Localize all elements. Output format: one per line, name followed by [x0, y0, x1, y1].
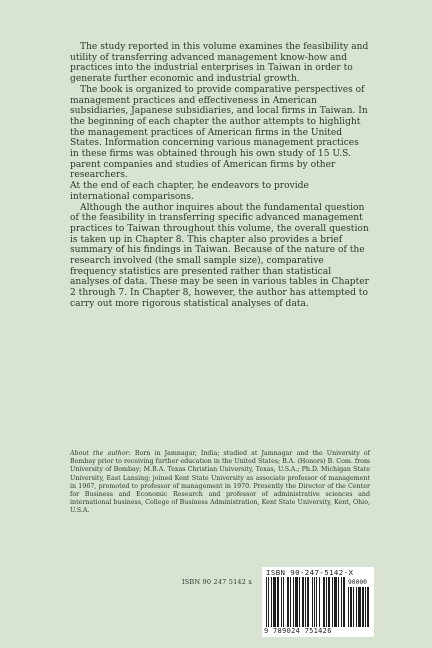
blurb-paragraph-3: At the end of each chapter, he endeavors to provide international comparisons. — [70, 181, 309, 202]
about-author-lead: About the author: — [70, 450, 131, 457]
barcode-addon-icon — [348, 587, 370, 627]
about-author-text: Born in Jamnagar, India; studied at Jamnagar and the University of Bombay prior to receiving further education in the United States; B.A. (Honors) B. Com. from University of Bombay; M.B.A. Texas Christian University, Texas, U.S.A.; Ph.D. Michigan State University, East Lansing; joined Kent State University as associate professor of management in 1967, promoted to professor of management in 1970. Presently the Director of the Center for Business and Economic Research and professor of administrative sciences and international business, College of Business Administration, Kent State University, Kent, Ohio, U.S.A. — [70, 450, 371, 515]
blurb-paragraph-4: Although the author inquires about the fundamental question of the feasibility in transferring specific advanced management practices to Taiwan throughout this volume, the overall question is taken up in Chapter 8. This chapter also provides a brief summary of his findings in Taiwan. Because of the nature of the research involved (the small sample size), comparative frequency statistics are presented rather than statistical analyses of data. These may be seen in various tables in Chapter 2 through 7. In Chapter 8, however, the author has attempted to carry out more rigorous statistical analyses of data. — [70, 202, 369, 309]
barcode-addon-label: 90000 — [348, 579, 367, 586]
isbn-text: ISBN 90 247 5142 x — [182, 578, 253, 586]
blurb-paragraph-1: The study reported in this volume examines the feasibility and utility of transferring advanced management know-how and practices into the industrial enterprises in Taiwan in order to generate further economic and industrial growth. — [70, 42, 369, 85]
blurb — [70, 42, 370, 310]
barcode-icon — [266, 577, 346, 627]
barcode-number: 9 789024 751426 — [264, 627, 332, 635]
about-the-author — [70, 450, 370, 516]
barcode-box — [262, 567, 374, 637]
blurb-paragraph-2: The book is organized to provide comparative perspectives of management practices and effectiveness in American subsidiaries, Japanese subsidiaries, and local firms in Taiwan. In the beginning of each chapter the author attempts to highlight the management practices of American firms in the United States. Information concerning various management practices in these firms was obtained through his own study of 15 U.S. parent companies and studies of American firms by other researchers. — [70, 84, 368, 181]
barcode-isbn-label: ISBN 90-247-5142-X — [266, 568, 354, 577]
